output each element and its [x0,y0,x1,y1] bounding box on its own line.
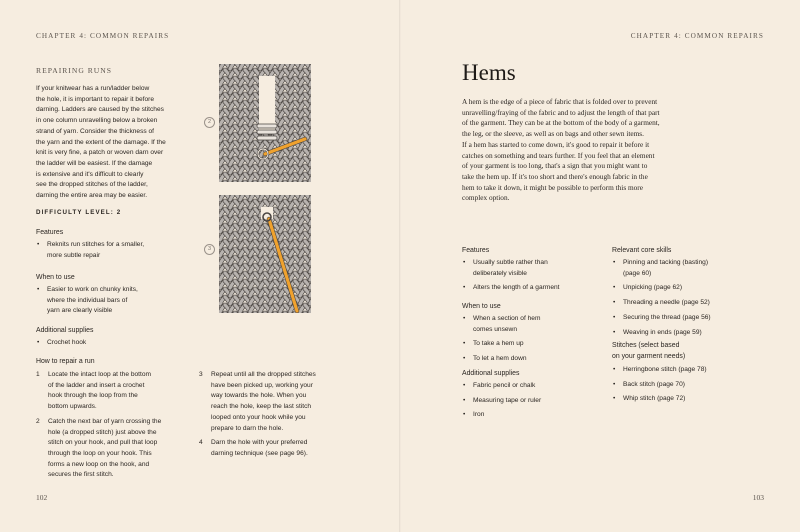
list-item [612,283,772,294]
supplies-heading: Additional supplies [36,327,94,334]
step-number: 2 [36,417,40,425]
intro-line: hem to take it down, it might be possible to perform this more [462,182,643,192]
stitches-heading-line-1: Stitches (select based [612,342,680,349]
step-line: darning technique (see page 96). [211,449,308,457]
step-line: Locate the intact loop at the bottom [48,371,152,378]
list-item-line: • Reknits run stitches for a smaller, [47,241,145,248]
difficulty-level: DIFFICULTY LEVEL: 2 [36,209,122,216]
features-list [36,240,196,265]
step-line: hook through the loop from the [48,392,138,400]
section-title: REPAIRING RUNS [36,66,112,75]
supplies-list [462,381,602,425]
features-heading: Features [462,247,490,254]
step-line: secures the first stitch. [48,471,114,479]
list-item-line: • When a section of hem [473,315,541,322]
when-to-use-list [36,285,196,321]
step-line: bottom upwards. [48,403,97,411]
ladder-repair-illustration-step-2 [219,64,311,182]
core-skills-list [612,258,772,342]
step-line: of the ladder and insert a crochet [48,381,145,389]
step-item [199,438,364,459]
step-item [199,370,364,434]
list-item-line: more subtle repair [47,251,101,259]
step-number: 3 [199,371,203,378]
ladder-bars [257,124,277,140]
list-item-line: • To take a hem up [473,340,524,348]
when-to-use-heading: When to use [462,303,501,310]
step-line: Repeat until all the dropped stitches [211,371,316,378]
intro-line: If a hem has started to come down, it's good to repair it before it [462,139,650,149]
list-item [462,258,602,279]
list-item [462,283,602,294]
step-line: looped onto your hook while you [211,413,306,421]
intro-line: of your garment is too long, that's a sign that you might want to [462,161,648,171]
page-title: Hems [462,60,516,85]
list-item [462,339,602,350]
intro-line: the ladder will be easiest. If the damage [36,159,153,167]
step-line: prepare to darn the hole. [211,424,284,432]
when-to-use-list [462,314,602,369]
list-item-line: • To let a hem down [473,355,527,363]
list-item [612,380,772,391]
steps-column-2 [199,370,364,464]
intro-line: complex option. [462,193,510,203]
step-number: 1 [36,371,40,378]
list-item-line: • Herringbone stitch (page 78) [623,366,707,373]
step-line: forms a new loop on the hook, and [48,460,150,468]
list-item [612,313,772,324]
list-item [36,240,196,261]
illustration-3-label: 3 [204,244,215,255]
list-item [462,396,602,407]
intro-line: of the garment. They can be at the bottom of the body of a garment, [462,118,660,128]
folio-left: 102 [36,493,48,502]
intro-line: catches on something and tears further. If you feel that an element [462,150,655,160]
list-item-line: where the individual bars of [47,296,128,304]
supplies-list [36,338,196,353]
intro-line: is extensive and it's difficult to clearly [36,170,144,178]
list-item-line: • Crochet hook [47,339,87,346]
folio-right: 103 [752,493,764,502]
steps-column-1 [36,370,196,485]
ladder-repair-illustration-step-3 [219,195,311,313]
how-to-heading: How to repair a run [36,358,95,365]
list-item-line: comes unsewn [473,325,517,333]
list-item-line: • Securing the thread (page 56) [623,313,711,321]
list-item-line: • Fabric pencil or chalk [473,382,536,389]
intro-line: the yarn and the extent of the damage. If the [36,138,166,146]
stitches-list [612,365,772,409]
list-item-line: • Back stitch (page 70) [623,380,685,388]
step-line: way towards the hole. When you [211,392,307,400]
intro-line: knit is very fine, a patch or woven darn over [36,149,164,157]
ladder-gap [259,76,275,132]
list-item-line: yarn are clearly visible [47,307,113,315]
list-item [462,354,602,365]
when-to-use-heading: When to use [36,274,75,281]
running-head-left: CHAPTER 4: COMMON REPAIRS [36,32,170,40]
running-head-right: CHAPTER 4: COMMON REPAIRS [630,32,764,40]
step-line: hole (a dropped stitch) just above the [48,428,157,436]
list-item [462,314,602,335]
list-item [612,258,772,279]
intro-line: take the hem up. If it's too short and there's enough fabric in the [462,171,648,181]
intro-line: in one column unravelling below a broken [36,117,158,125]
intro-line: strand of yarn. Consider the thickness of [36,127,155,135]
intro-line: A hem is the edge of a piece of fabric that is folded over to prevent [462,97,658,106]
list-item [612,365,772,376]
list-item-line: • Whip stitch (page 72) [623,395,686,403]
list-item-line: • Usually subtle rather than [473,259,548,266]
core-skills-heading: Relevant core skills [612,247,672,254]
intro-line: If your knitwear has a run/ladder below [36,85,150,92]
list-item-line: (page 60) [623,269,652,277]
step-line: Catch the next bar of yarn crossing the [48,417,162,425]
list-item [612,328,772,339]
list-item-line: • Alters the length of a garment [473,284,560,292]
list-item-line: • Weaving in ends (page 59) [623,328,702,336]
list-item-line: deliberately visible [473,269,527,277]
step-line: stitch on your hook, and pull that loop [48,439,158,447]
step-number: 4 [199,439,203,447]
run-intro [36,84,196,202]
intro-line: darning the entire area may be easier. [36,192,148,200]
step-line: through the loop on your hook. This [48,449,152,457]
list-item-line: • Measuring tape or ruler [473,396,542,404]
step-item [36,370,196,413]
list-item [36,285,196,317]
list-item [462,381,602,392]
intro-line: darning. Ladders are caused by the stitches [36,106,164,114]
intro-line: the hole, it is important to repair it before [36,95,155,103]
step-item [36,417,196,481]
list-item-line: • Iron [473,411,485,419]
step-line: reach the hole, keep the last stitch [211,403,312,411]
intro-line: the leg, or the sleeve, as well as on bags and other sewn items. [462,129,644,139]
step-line: Darn the hole with your preferred [211,439,308,447]
stitches-heading [612,341,685,362]
list-item-line: • Threading a needle (page 52) [623,299,710,307]
illustration-2-label: 2 [204,117,215,128]
hems-intro [462,97,762,204]
right-page [400,0,800,532]
features-heading: Features [36,229,64,236]
intro-line: unravelling/fraying of the fabric and to adjust the length of that part [462,107,660,117]
list-item-line: • Pinning and tacking (basting) [623,259,709,266]
stitches-heading-line-2: on your garment needs) [612,352,686,360]
intro-line: see the dropped stitches of the ladder, [36,181,148,189]
list-item [612,298,772,309]
step-line: have been picked up, working your [211,381,313,389]
list-item [612,394,772,405]
list-item-line: • Easier to work on chunky knits, [47,286,138,293]
supplies-heading: Additional supplies [462,370,520,377]
list-item-line: • Unpicking (page 62) [623,284,683,292]
features-list [462,258,602,298]
list-item [36,338,196,349]
list-item [462,410,602,421]
